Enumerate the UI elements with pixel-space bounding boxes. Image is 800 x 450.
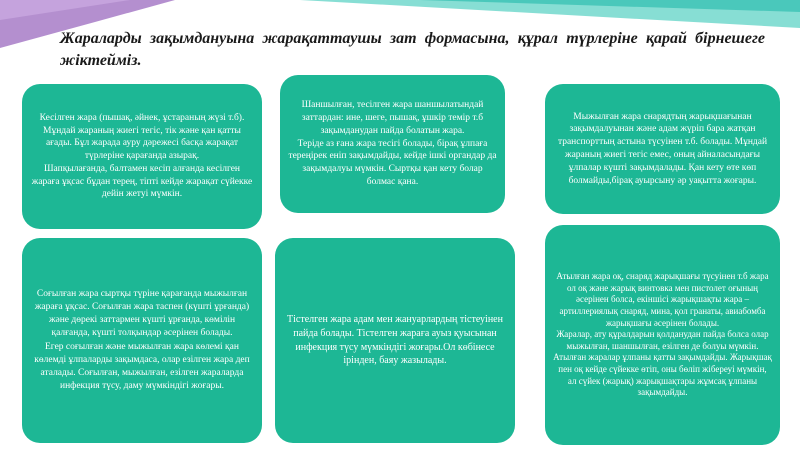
blunt-wound-card xyxy=(22,238,262,443)
stab-wound-card xyxy=(280,75,505,213)
page-title: Жараларды зақымдануына жарақаттаушы зат формасына, құрал түрлеріне қарай бірнешеге жіктейміз. xyxy=(60,30,765,69)
cut-wound-text: Кесілген жара (пышақ, әйнек, ұстараның жүзі т.б). Мұндай жараның жиегі тегіс, тік және қан қатты ағады. Бұл жарада ауру дәрежесі басқа жарақат түрлеріне қарағанда азырақ. Шапқылағанда, балтамен кесіп алғанда кесілген жараға ұқсас бұдан терең, тіпті кейде жарақат сүйекке дейін жетуі мүмкін. xyxy=(31,112,253,200)
crush-wound-text: Мыжылған жара снарядтың жарықшағынан зақымдалуынан және адам жүріп бара жатқан транспорттың астына түсуінен т.б. болады. Мұндай жараның жиегі тегіс емес, оның айналасындағы ұлпалар күшті зақымдалады. Қан кету өте көп болмайды,бірақ ауырсыну әр уақытта жоғары. xyxy=(557,111,768,186)
stab-wound-text: Шаншылған, тесілген жара шаншылатындай заттардан: ине, шеге, пышақ, ұшкір темір т.б зақымданудан пайда болатын жара. Теріде аз ғана жара тесігі болады, бірақ ұлпаға тереңірек еніп зақымдайды, кейде ішкі органдар да зақымдалуы мүмкін. Сыртқы қан кету болар болмас қана. xyxy=(288,100,497,187)
blunt-wound-text: Соғылған жара сыртқы түріне қарағанда мыжылған жараға ұқсас. Соғылған жара таспен (күшті ұрғанда) және дөрекі заттармен күшті ұрғанда, көмілін қалғанда, күшті толқындар әсерінен болады. Егер соғылған және мыжылған жара көлемі қан көлемді ұлпаларды зақымдаса, олар езілген жара деп аталады. Соғылған, мыжылған, езілген жараларда инфекция түсу, даму мүмкіндігі жоғары. xyxy=(34,288,250,392)
gunshot-wound-card xyxy=(545,225,780,445)
bite-wound-text: Тістелген жара адам мен жануарлардың тістеуінен пайда болады. Тістелген жараға ауыз қуысынан инфекция түсу мүмкіндігі жоғары.Ол көбінесе ірінден, баяу жазылады. xyxy=(287,314,503,367)
gunshot-wound-text: Атылған жара оқ, снаряд жарықшағы түсуінен т.б жара ол оқ және жарық винтовка мен пистолет оғының әсерінен болса, екіншісі жарықшақты жара – артиллериялық снаряд, мина, қол гранаты, авиабомба жарықшағы әсерінен болады. Жаралар, ату құралдарын қолданудан пайда болса олар мыжылған, шаншылған, езілген де болуы мүмкін. Атылған жаралар ұлпаны қатты зақымдайды. Жарықшақ пен оқ кейде сүйекке өтіп, оны бөліп жібереуі мүмкін, ал сүйек (жарық) жарықшақтары жұмсақ ұлпаны зақымдайды. xyxy=(553,271,772,398)
bite-wound-card xyxy=(275,238,515,443)
cut-wound-card xyxy=(22,84,262,229)
crush-wound-card xyxy=(545,84,780,214)
